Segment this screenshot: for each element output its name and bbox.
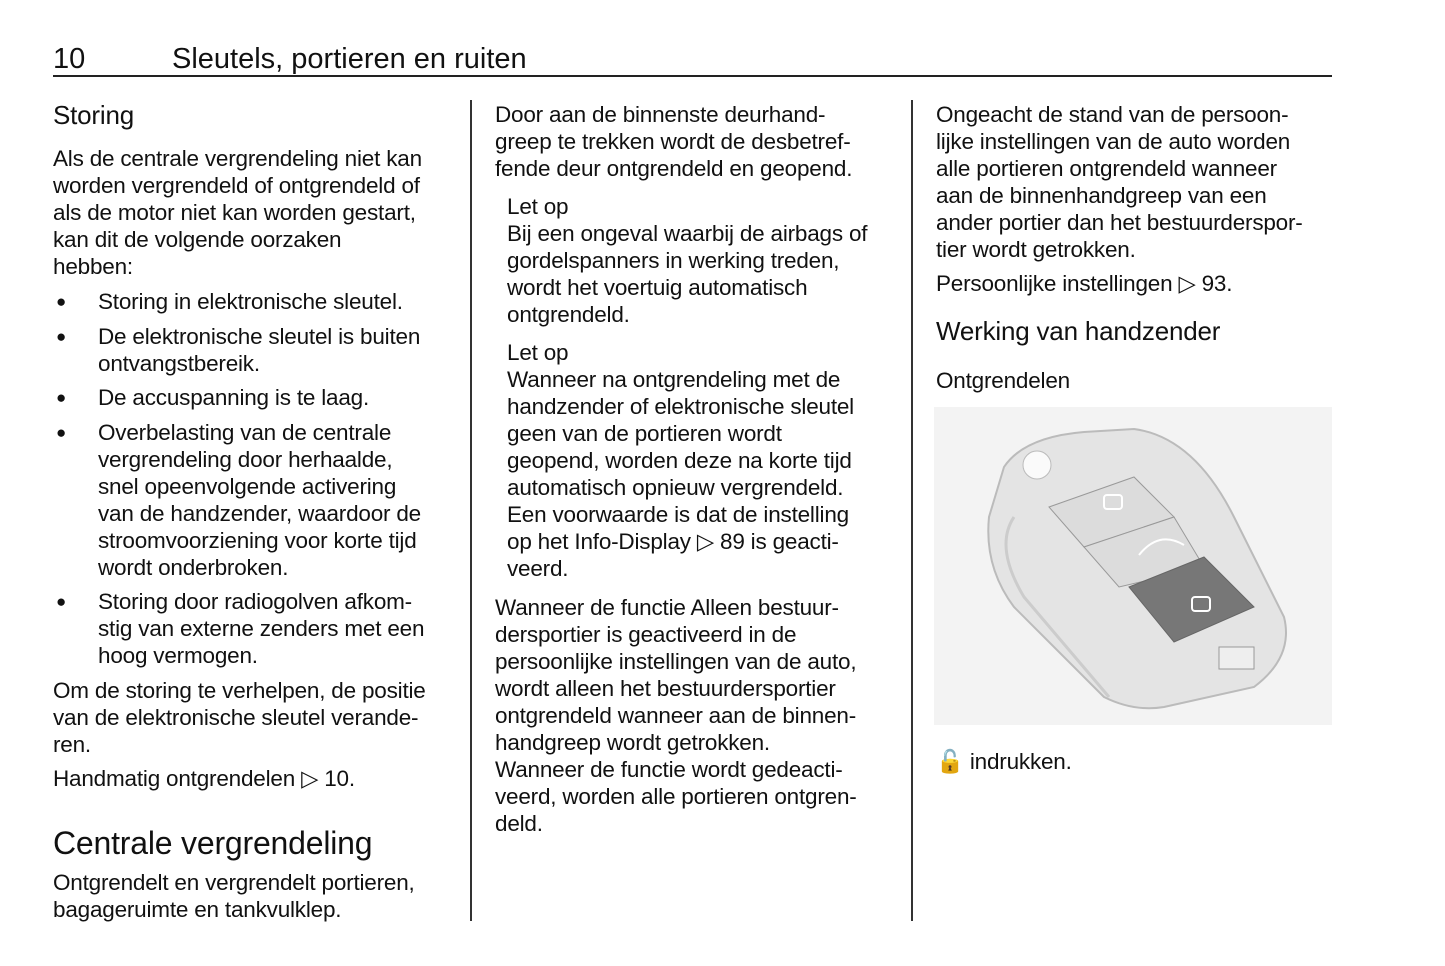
text-line: veerd, worden alle portieren ontgren- bbox=[495, 784, 857, 809]
text-line: Een voorwaarde is dat de instelling bbox=[507, 502, 849, 527]
paragraph bbox=[53, 869, 415, 923]
text-line: vergrendeling door herhaalde, bbox=[98, 447, 393, 472]
column-divider bbox=[470, 100, 472, 921]
text-line: bagageruimte en tankvulklep. bbox=[53, 897, 342, 922]
bullet-icon: ● bbox=[56, 388, 67, 407]
text-line: Als de centrale vergrendeling niet kan bbox=[53, 146, 422, 171]
text-line: ander portier dan het bestuurderspor- bbox=[936, 210, 1303, 235]
page-header-title: Sleutels, portieren en ruiten bbox=[172, 43, 527, 75]
text-line: Centrale vergrendeling bbox=[53, 825, 373, 861]
paragraph bbox=[936, 748, 1072, 775]
section-heading bbox=[53, 100, 134, 130]
text-line: wordt het voertuig automatisch bbox=[507, 275, 808, 300]
text-line: alle portieren ontgrendeld wanneer bbox=[936, 156, 1277, 181]
text-line: Wanneer de functie wordt gedeacti- bbox=[495, 757, 843, 782]
note-block bbox=[507, 193, 867, 328]
text-line: Werking van handzender bbox=[936, 316, 1221, 346]
paragraph bbox=[936, 270, 1232, 297]
text-line: 🔓 indrukken. bbox=[936, 749, 1072, 774]
text-line: Ongeacht de stand van de persoon- bbox=[936, 102, 1289, 127]
text-line: worden vergrendeld of ontgrendeld of bbox=[53, 173, 420, 198]
text-line: wordt onderbroken. bbox=[98, 555, 289, 580]
text-line: Bij een ongeval waarbij de airbags of bbox=[507, 221, 868, 246]
text-line: stroomvoorziening voor korte tijd bbox=[98, 528, 417, 553]
text-line: hoog vermogen. bbox=[98, 643, 258, 668]
text-line: aan de binnenhandgreep van een bbox=[936, 183, 1267, 208]
paragraph bbox=[53, 145, 422, 280]
text-line: handgreep wordt getrokken. bbox=[495, 730, 770, 755]
section-heading bbox=[53, 825, 372, 861]
text-line: geen van de portieren wordt bbox=[507, 421, 782, 446]
section-heading bbox=[936, 316, 1220, 346]
paragraph bbox=[53, 677, 426, 758]
text-line: fende deur ontgrendeld en geopend. bbox=[495, 156, 853, 181]
bullet-item bbox=[53, 419, 421, 581]
text-line: als de motor niet kan worden gestart, bbox=[53, 200, 416, 225]
bullet-icon: ● bbox=[56, 592, 67, 611]
paragraph bbox=[495, 101, 852, 182]
key-fob-illustration bbox=[934, 407, 1332, 725]
text-line: Ontgrendelen bbox=[936, 368, 1070, 393]
text-line: De accuspanning is te laag. bbox=[98, 385, 370, 410]
text-line: stig van externe zenders met een bbox=[98, 616, 425, 641]
text-line: van de elektronische sleutel verande- bbox=[53, 705, 419, 730]
bullet-icon: ● bbox=[56, 292, 67, 311]
text-line: van de handzender, waardoor de bbox=[98, 501, 421, 526]
paragraph bbox=[936, 101, 1303, 263]
bullet-item bbox=[53, 384, 369, 411]
text-line: Om de storing te verhelpen, de positie bbox=[53, 678, 426, 703]
bullet-item bbox=[53, 288, 403, 315]
text-line: Storing in elektronische sleutel. bbox=[98, 289, 403, 314]
text-line: Storing bbox=[53, 100, 134, 130]
text-line: ontvangstbereik. bbox=[98, 351, 260, 376]
bullet-item bbox=[53, 323, 420, 377]
text-line: wordt alleen het bestuurdersportier bbox=[495, 676, 836, 701]
text-line: lijke instellingen van de auto worden bbox=[936, 129, 1291, 154]
text-line: snel opeenvolgende activering bbox=[98, 474, 397, 499]
text-line: Persoonlijke instellingen ▷ 93. bbox=[936, 271, 1233, 296]
text-line: dersportier is geactiveerd in de bbox=[495, 622, 797, 647]
text-line: Handmatig ontgrendelen ▷ 10. bbox=[53, 766, 355, 791]
text-line: Wanneer na ontgrendeling met de bbox=[507, 367, 841, 392]
text-line: veerd. bbox=[507, 556, 569, 581]
note-block bbox=[507, 339, 854, 582]
text-line: Door aan de binnenste deurhand- bbox=[495, 102, 826, 127]
text-line: Wanneer de functie Alleen bestuur- bbox=[495, 595, 839, 620]
text-line: deld. bbox=[495, 811, 543, 836]
bullet-icon: ● bbox=[56, 327, 67, 346]
text-line: op het Info-Display ▷ 89 is geacti- bbox=[507, 529, 839, 554]
paragraph bbox=[53, 765, 355, 792]
text-line: hebben: bbox=[53, 254, 133, 279]
text-line: De elektronische sleutel is buiten bbox=[98, 324, 421, 349]
text-line: automatisch opnieuw vergrendeld. bbox=[507, 475, 844, 500]
text-line: handzender of elektronische sleutel bbox=[507, 394, 854, 419]
text-line: ontgrendeld. bbox=[507, 302, 630, 327]
note-label: Let op bbox=[507, 340, 569, 365]
bullet-item bbox=[53, 588, 424, 669]
text-line: tier wordt getrokken. bbox=[936, 237, 1136, 262]
bullet-icon: ● bbox=[56, 423, 67, 442]
header-rule bbox=[53, 75, 1332, 77]
text-line: kan dit de volgende oorzaken bbox=[53, 227, 342, 252]
text-line: Ontgrendelt en vergrendelt portieren, bbox=[53, 870, 415, 895]
text-line: ren. bbox=[53, 732, 91, 757]
page-number: 10 bbox=[53, 43, 86, 75]
text-line: gordelspanners in werking treden, bbox=[507, 248, 840, 273]
paragraph bbox=[495, 594, 857, 837]
text-line: Overbelasting van de centrale bbox=[98, 420, 392, 445]
note-label: Let op bbox=[507, 194, 569, 219]
paragraph bbox=[936, 367, 1070, 394]
text-line: greep te trekken wordt de desbetref- bbox=[495, 129, 851, 154]
text-line: persoonlijke instellingen van de auto, bbox=[495, 649, 857, 674]
text-line: geopend, worden deze na korte tijd bbox=[507, 448, 852, 473]
column-divider bbox=[911, 100, 913, 921]
text-line: ontgrendeld wanneer aan de binnen- bbox=[495, 703, 856, 728]
text-line: Storing door radiogolven afkom- bbox=[98, 589, 412, 614]
